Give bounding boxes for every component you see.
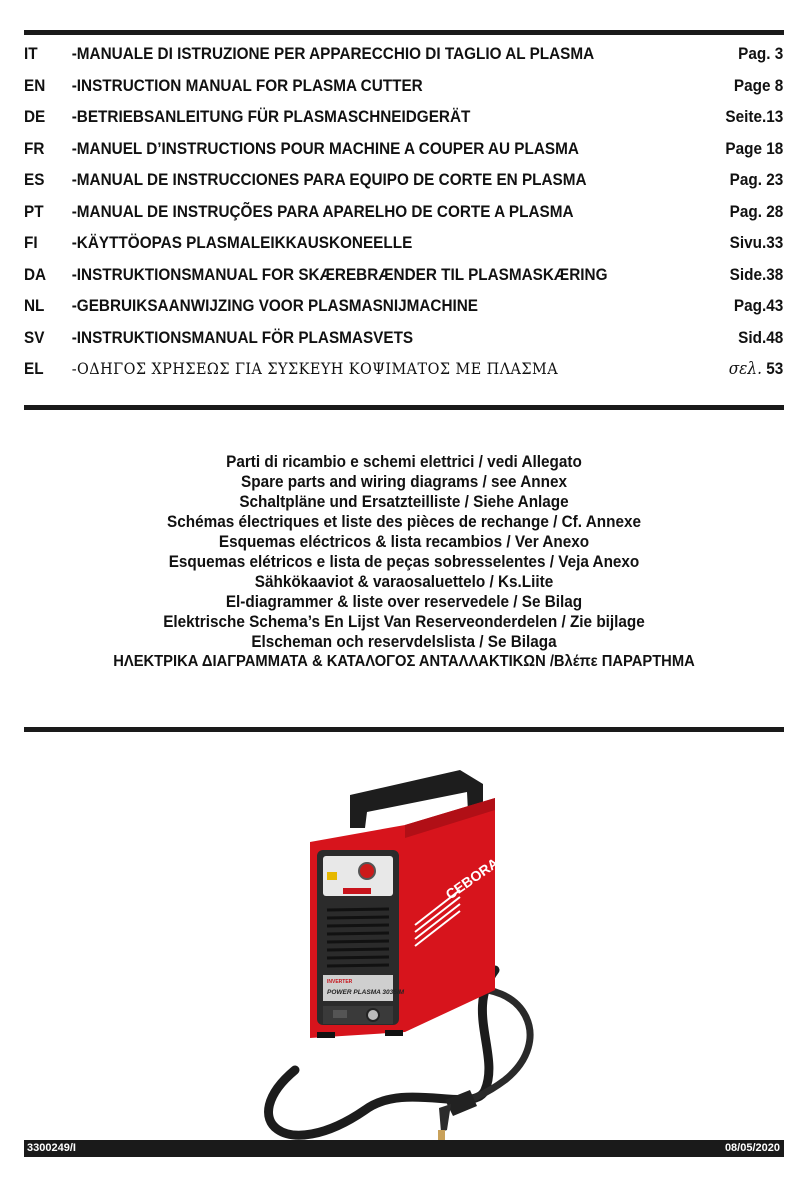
document-number: 3300249/I [27, 1142, 76, 1154]
language-code: FR [24, 138, 45, 158]
language-index [24, 40, 784, 387]
page-reference: Pag. 23 [729, 170, 784, 189]
manual-title: -INSTRUKTIONSMANUAL FOR SKÆREBRÆNDER TIL PLASMASKÆRING [71, 264, 608, 284]
document-date: 08/05/2020 [724, 1142, 780, 1154]
panel-label: INVERTER [327, 979, 353, 985]
toc-row-pt[interactable] [24, 198, 783, 230]
top-rule [24, 30, 784, 35]
toc-row-de[interactable] [24, 103, 783, 135]
page-reference: Seite.13 [725, 107, 784, 126]
page-number: 53 [766, 359, 784, 378]
language-code: NL [24, 296, 45, 315]
page-reference: Pag. 3 [738, 44, 784, 63]
manual-title: -BETRIEBSANLEITUNG FÜR PLASMASCHNEIDGERÄT [71, 107, 471, 126]
manual-title: -MANUAL DE INSTRUCCIONES PARA EQUIPO DE CORTE EN PLASMA [71, 170, 587, 189]
language-code: DE [24, 107, 46, 126]
index-bottom-rule [24, 405, 784, 410]
page-prefix: σελ. [728, 359, 762, 379]
annex-line-fr: Schémas électriques et liste des pièces de rechange / Cf. Annexe [167, 512, 641, 531]
manual-title: -MANUALE DI ISTRUZIONE PER APPARECCHIO DI TAGLIO AL PLASMA [71, 44, 595, 63]
manual-title: -MANUAL DE INSTRUÇÕES PARA APARELHO DE CORTE A PLASMA [71, 201, 574, 221]
toc-row-da[interactable] [24, 261, 783, 293]
language-code: IT [24, 44, 38, 63]
annex-line-de: Schaltpläne und Ersatzteilliste / Siehe Anlage [239, 492, 569, 511]
annex-line-fi: Sähkökaaviot & varaosaluettelo / Ks.Liite [254, 572, 554, 591]
annex-line-nl: Elektrische Schema’s En Lijst Van Reserveonderdelen / Zie bijlage [163, 612, 645, 631]
toc-row-el[interactable] [24, 355, 783, 387]
page-reference: Sivu.33 [729, 233, 784, 252]
language-code: SV [24, 327, 45, 347]
page-reference: Pag. 28 [729, 201, 784, 221]
language-code: EN [24, 75, 46, 95]
manual-title: -KÄYTTÖOPAS PLASMALEIKKAUSKONEELLE [71, 233, 413, 252]
annex-line-es: Esquemas eléctricos & lista recambios / Ver Anexo [218, 532, 590, 551]
page-reference: Side.38 [729, 264, 784, 284]
page-reference: Pag.43 [733, 296, 784, 315]
manual-title: -INSTRUKTIONSMANUAL FÖR PLASMASVETS [71, 327, 414, 347]
annex-line-da: El-diagrammer & liste over reservedele / Se Bilag [225, 592, 583, 611]
annex-bottom-rule [24, 727, 784, 732]
annex-notice [24, 452, 784, 672]
annex-line-it: Parti di ricambio e schemi elettrici / vedi Allegato [226, 452, 582, 471]
page-reference: Sid.48 [738, 327, 784, 347]
toc-row-fi[interactable] [24, 229, 783, 261]
language-code: EL [24, 359, 44, 378]
page-reference: Page 18 [725, 138, 784, 158]
toc-row-es[interactable] [24, 166, 783, 198]
manual-title: -ΟΔΗΓΟΣ ΧΡΗΣΕΩΣ ΓΙΑ ΣΥΣΚΕΥΗ ΚΟΨΙΜΑΤΟΣ ΜΕ ΠΛΑΣΜΑ [71, 359, 559, 378]
toc-row-nl[interactable] [24, 292, 783, 324]
language-code: ES [24, 170, 45, 189]
manual-title: -MANUEL D’INSTRUCTIONS POUR MACHINE A COUPER AU PLASMA [71, 138, 579, 158]
toc-row-fr[interactable] [24, 135, 783, 167]
language-code: FI [24, 233, 38, 252]
annex-line-el: ΗΛΕΚΤΡΙΚΑ ΔΙΑΓΡΑΜΜΑΤΑ & ΚΑΤΑΛΟΓΟΣ ΑΝΤΑΛΛΑΚΤΙΚΩΝ /Βλέπε ΠΑΡΑΡΤΗΜΑ [113, 653, 695, 670]
footer-bar [24, 1140, 784, 1157]
page-reference: Page 8 [733, 75, 784, 95]
language-code: DA [24, 264, 47, 284]
language-code: PT [24, 201, 44, 221]
toc-row-it[interactable] [24, 40, 783, 72]
annex-line-pt: Esquemas elétricos e lista de peças sobresselentes / Veja Anexo [168, 552, 640, 571]
model-label: POWER PLASMA 3035/M [327, 989, 405, 996]
toc-row-sv[interactable] [24, 324, 783, 356]
manual-title: -GEBRUIKSAANWIJZING VOOR PLASMASNIJMACHINE [71, 296, 479, 315]
side-brand-logo: CEBORA [442, 854, 502, 903]
page-reference [729, 359, 784, 379]
annex-line-en: Spare parts and wiring diagrams / see Annex [241, 472, 567, 491]
plasma-cutter-illustration [255, 770, 555, 1145]
annex-line-sv: Elscheman och reservdelslista / Se Bilaga [251, 632, 557, 651]
manual-title: -INSTRUCTION MANUAL FOR PLASMA CUTTER [71, 75, 423, 95]
toc-row-en[interactable] [24, 72, 783, 104]
